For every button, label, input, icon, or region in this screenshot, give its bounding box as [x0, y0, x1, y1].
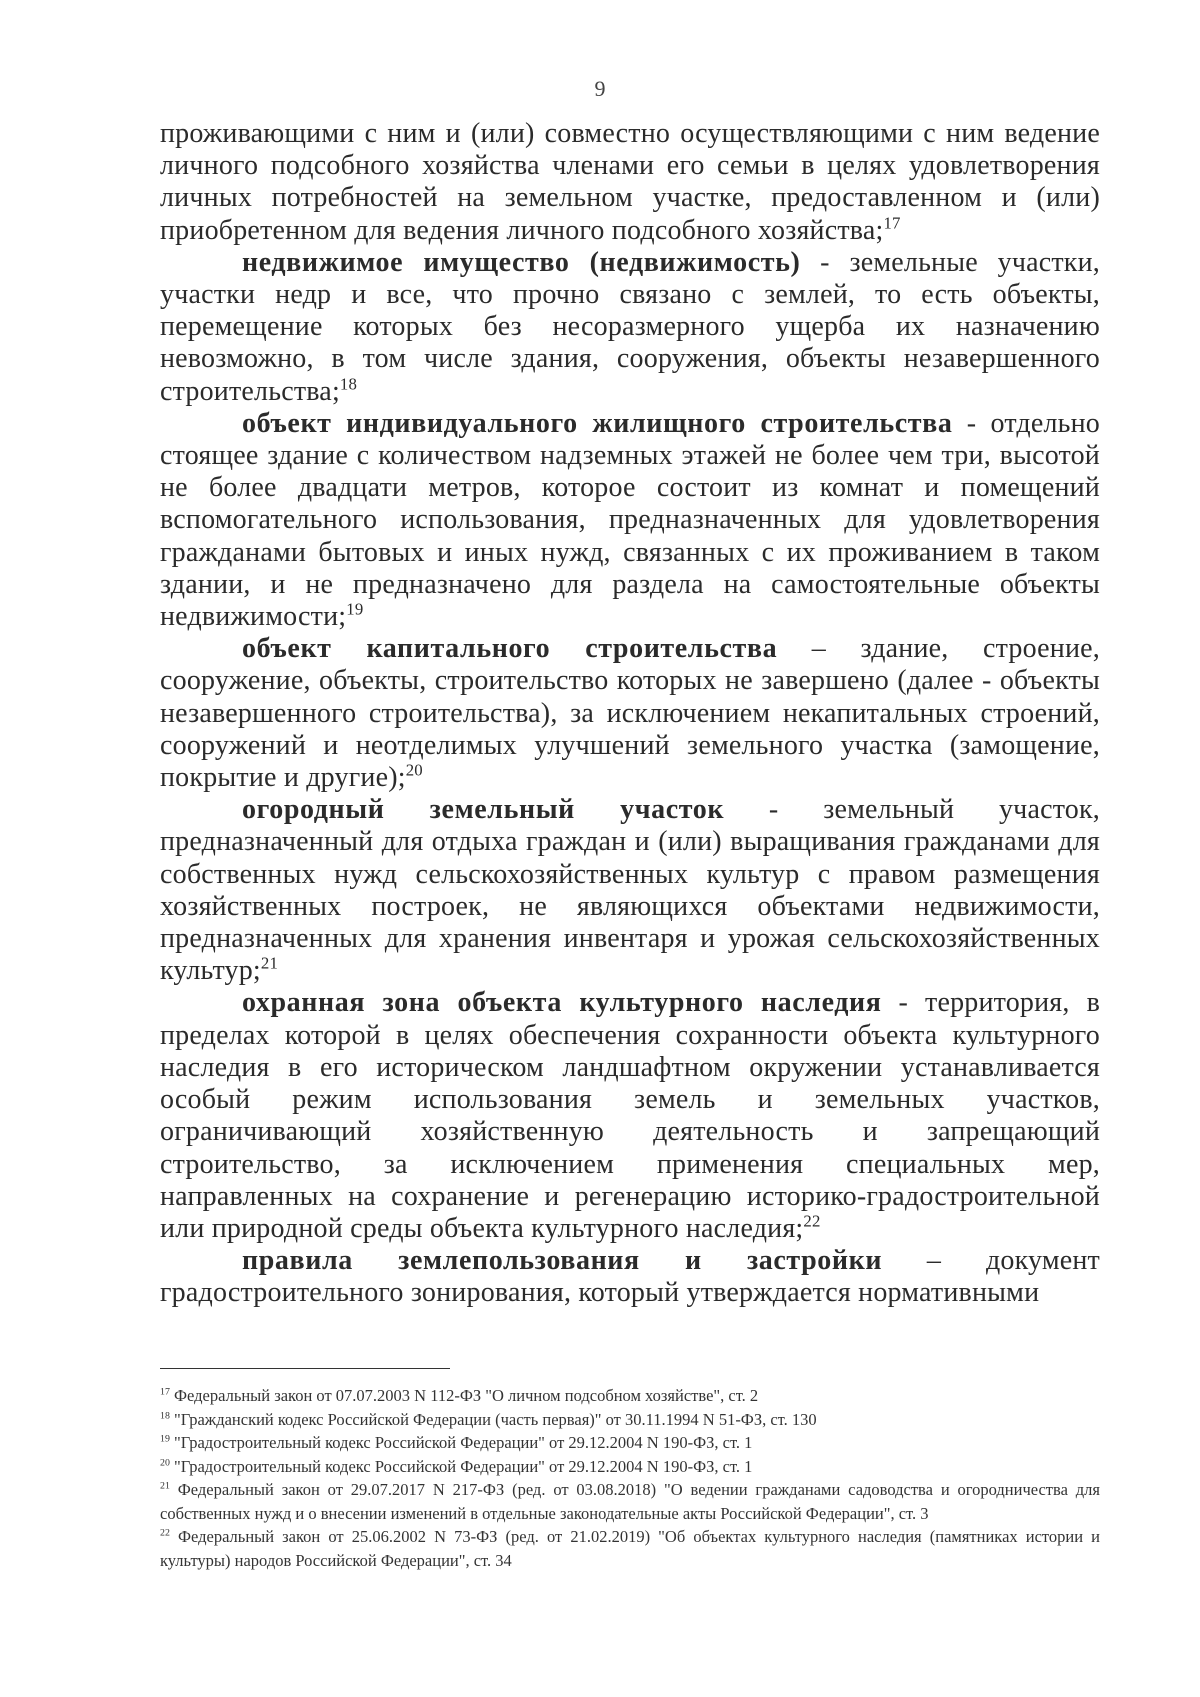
footnote: [160, 1455, 1100, 1479]
footnote-ref: 20: [405, 760, 423, 780]
footnote-number: 17: [160, 1386, 170, 1398]
defined-term: правила землепользования и застройки: [242, 1245, 883, 1277]
footnote-number: 19: [160, 1433, 170, 1445]
footnote-text: Федеральный закон от 07.07.2003 N 112-ФЗ "О личном подсобном хозяйстве", ст. 2: [169, 1386, 759, 1405]
footnote-ref: 17: [883, 213, 901, 233]
defined-term: объект индивидуального жилищного строительства: [242, 407, 953, 439]
paragraph-continuation: [160, 118, 1100, 247]
definition-text: - земельный участок, предназначенный для отдыха граждан и (или) выращивания гражданами для собственных нужд сельскохозяйственных культур с правом размещения хозяйственных построек, не являющихся объектами недвижимости, предназначенных для хранения инвентаря и урожая сельскохозяйственных культур;: [160, 794, 1100, 987]
footnote-text: Федеральный закон от 25.06.2002 N 73-ФЗ (ред. от 21.02.2019) "Об объектах культурного наследия (памятниках истории и культуры) народов Российской Федерации", ст. 34: [160, 1527, 1100, 1570]
page-number: 9: [594, 76, 606, 101]
footnote-ref: 18: [339, 374, 358, 394]
footnote: [160, 1525, 1100, 1572]
footnote: [160, 1431, 1100, 1455]
footnote-number: 20: [160, 1457, 170, 1468]
definition-text: – здание, строение, сооружение, объекты, строительство которых не завершено (далее - объекты незавершенного строительства), за исключением некапитальных строений, сооружений и неотделимых улучшений земельного участка (замощение, покрытие и другие);: [160, 633, 1100, 794]
body-text: [160, 118, 1100, 1310]
paragraph-text: проживающими с ним и (или) совместно осуществляющими с ним ведение личного подсобного хозяйства членами его семьи в целях удовлетворения личных потребностей на земельном участке, предоставленном и (или) приобретенном для ведения личного подсобного хозяйства;: [160, 118, 1100, 246]
defined-term: огородный земельный участок: [242, 794, 725, 826]
footnote: [160, 1384, 1100, 1408]
footnote-text: "Градостроительный кодекс Российской Федерации" от 29.12.2004 N 190-ФЗ, ст. 1: [169, 1433, 753, 1452]
footnote: [160, 1478, 1100, 1525]
definition-paragraph: [160, 247, 1100, 408]
footnote-ref: 19: [346, 599, 364, 619]
defined-term: охранная зона объекта культурного наследия: [242, 987, 882, 1019]
footnote-separator: [160, 1368, 450, 1369]
defined-term: объект капитального строительства: [242, 633, 778, 665]
definition-paragraph: [160, 794, 1100, 987]
defined-term: недвижимое имущество (недвижимость): [242, 246, 801, 278]
definition-text: – документ градостроительного зонирования, который утверждается нормативными: [160, 1245, 1100, 1309]
footnote-ref: 21: [260, 953, 279, 973]
definition-paragraph: [160, 1245, 1100, 1309]
footnote-number: 22: [160, 1527, 170, 1539]
footnote-text: "Градостроительный кодекс Российской Федерации" от 29.12.2004 N 190-ФЗ, ст. 1: [169, 1456, 753, 1476]
definition-paragraph: [160, 408, 1100, 633]
definition-text: - отдельно стоящее здание с количеством надземных этажей не более чем три, высотой не более двадцати метров, которое состоит из комнат и помещений вспомогательного использования, предназначенных для удовлетворения гражданами бытовых и иных нужд, связанных с их проживанием в таком здании, и не предназначено для раздела на самостоятельные объекты недвижимости;: [160, 407, 1100, 633]
footnote-ref: 22: [803, 1211, 821, 1231]
definition-paragraph: [160, 633, 1100, 794]
footnote-text: Федеральный закон от 29.07.2017 N 217-ФЗ (ред. от 03.08.2018) "О ведении гражданами садоводства и огородничества для собственных нужд и о внесении изменений в отдельные законодательные акты Российской Федерации", ст. 3: [160, 1480, 1100, 1523]
footnote-number: 18: [160, 1410, 170, 1421]
definition-text: - территория, в пределах которой в целях обеспечения сохранности объекта культурного наследия в его историческом ландшафтном окружении устанавливается особый режим использования земель и земельных участков, ограничивающий хозяйственную деятельность и запрещающий строительство, за исключением применения специальных мер, направленных на сохранение и регенерацию историко-градостроительной или природной среды объекта культурного наследия;: [160, 987, 1100, 1244]
footnote-number: 21: [160, 1480, 170, 1492]
definition-text: - земельные участки, участки недр и все, что прочно связано с землей, то есть объекты, перемещение которых без несоразмерного ущерба их назначению невозможно, в том числе здания, сооружения, объекты незавершенного строительства;: [160, 246, 1100, 407]
definition-paragraph: [160, 987, 1100, 1245]
footnote-text: "Гражданский кодекс Российской Федерации (часть первая)" от 30.11.1994 N 51-ФЗ, ст. 130: [169, 1409, 817, 1429]
footnote: [160, 1408, 1100, 1432]
footnotes: [160, 1384, 1100, 1572]
